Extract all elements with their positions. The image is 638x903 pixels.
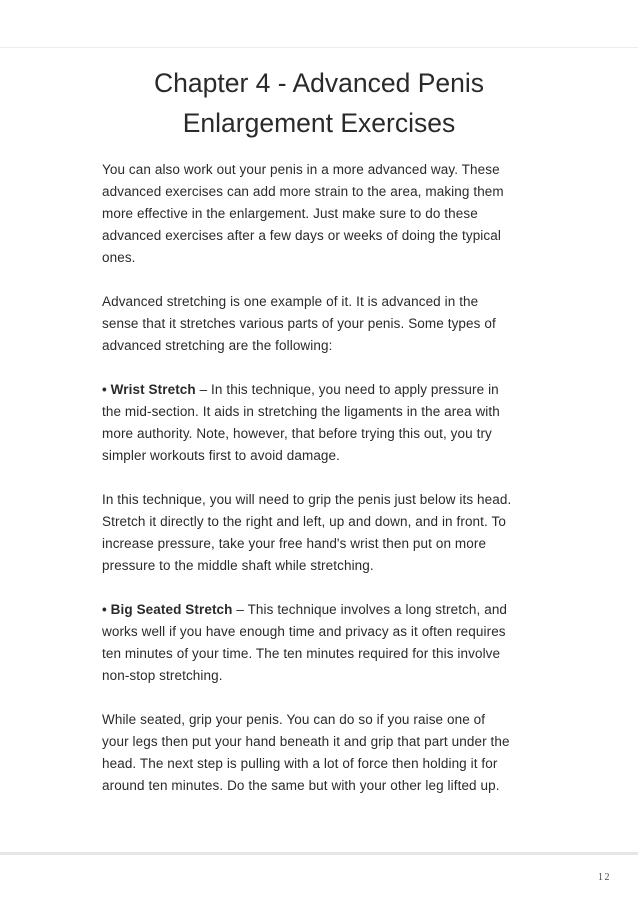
- paragraph-wrist-stretch: [102, 379, 562, 467]
- text-line: the mid-section. It aids in stretching the ligaments in the area with: [102, 404, 500, 419]
- text-line: [102, 379, 562, 401]
- chapter-title: [60, 63, 578, 143]
- text-fragment: – This technique involves a long stretch, and: [232, 602, 508, 617]
- text-line: pressure to the middle shaft while stretching.: [102, 558, 374, 573]
- page-top-divider: [0, 47, 638, 48]
- bullet-label-wrist-stretch: • Wrist Stretch: [102, 382, 196, 397]
- page-number: 12: [598, 872, 611, 883]
- text-fragment: – In this technique, you need to apply pressure in: [195, 382, 499, 397]
- text-line: head. The next step is pulling with a lot of force then holding it for: [102, 756, 498, 771]
- text-line: sense that it stretches various parts of your penis. Some types of: [102, 316, 496, 331]
- text-line: non-stop stretching.: [102, 668, 223, 683]
- text-line: [102, 599, 562, 621]
- text-line: works well if you have enough time and privacy as it often requires: [102, 624, 506, 639]
- paragraph-seated-instructions: [102, 709, 562, 797]
- chapter-body: [102, 159, 562, 819]
- text-line: more authority. Note, however, that before trying this out, you try: [102, 426, 492, 441]
- paragraph-big-seated-stretch: [102, 599, 562, 687]
- bullet-label-big-seated-stretch: • Big Seated Stretch: [102, 602, 233, 617]
- text-line: You can also work out your penis in a more advanced way. These: [102, 162, 500, 177]
- chapter-title-line-1: Chapter 4 - Advanced Penis: [154, 68, 484, 98]
- paragraph-advanced-stretching: [102, 291, 562, 357]
- page-bottom-divider: [0, 852, 638, 855]
- text-line: advanced exercises can add more strain to the area, making them: [102, 184, 504, 199]
- text-line: more effective in the enlargement. Just make sure to do these: [102, 206, 478, 221]
- text-line: around ten minutes. Do the same but with your other leg lifted up.: [102, 778, 500, 793]
- text-line: simpler workouts first to avoid damage.: [102, 448, 340, 463]
- text-line: advanced stretching are the following:: [102, 338, 333, 353]
- chapter-title-line-2: Enlargement Exercises: [182, 108, 456, 138]
- paragraph-intro: [102, 159, 562, 269]
- text-line: advanced exercises after a few days or weeks of doing the typical: [102, 228, 501, 243]
- text-line: your legs then put your hand beneath it and grip that part under the: [102, 734, 510, 749]
- text-line: While seated, grip your penis. You can do so if you raise one of: [102, 712, 486, 727]
- text-line: In this technique, you will need to grip the penis just below its head.: [102, 492, 512, 507]
- paragraph-grip-technique: [102, 489, 562, 577]
- text-line: Advanced stretching is one example of it. It is advanced in the: [102, 294, 479, 309]
- text-line: Stretch it directly to the right and left, up and down, and in front. To: [102, 514, 506, 529]
- text-line: increase pressure, take your free hand's wrist then put on more: [102, 536, 487, 551]
- text-line: ones.: [102, 250, 136, 265]
- text-line: ten minutes of your time. The ten minutes required for this involve: [102, 646, 501, 661]
